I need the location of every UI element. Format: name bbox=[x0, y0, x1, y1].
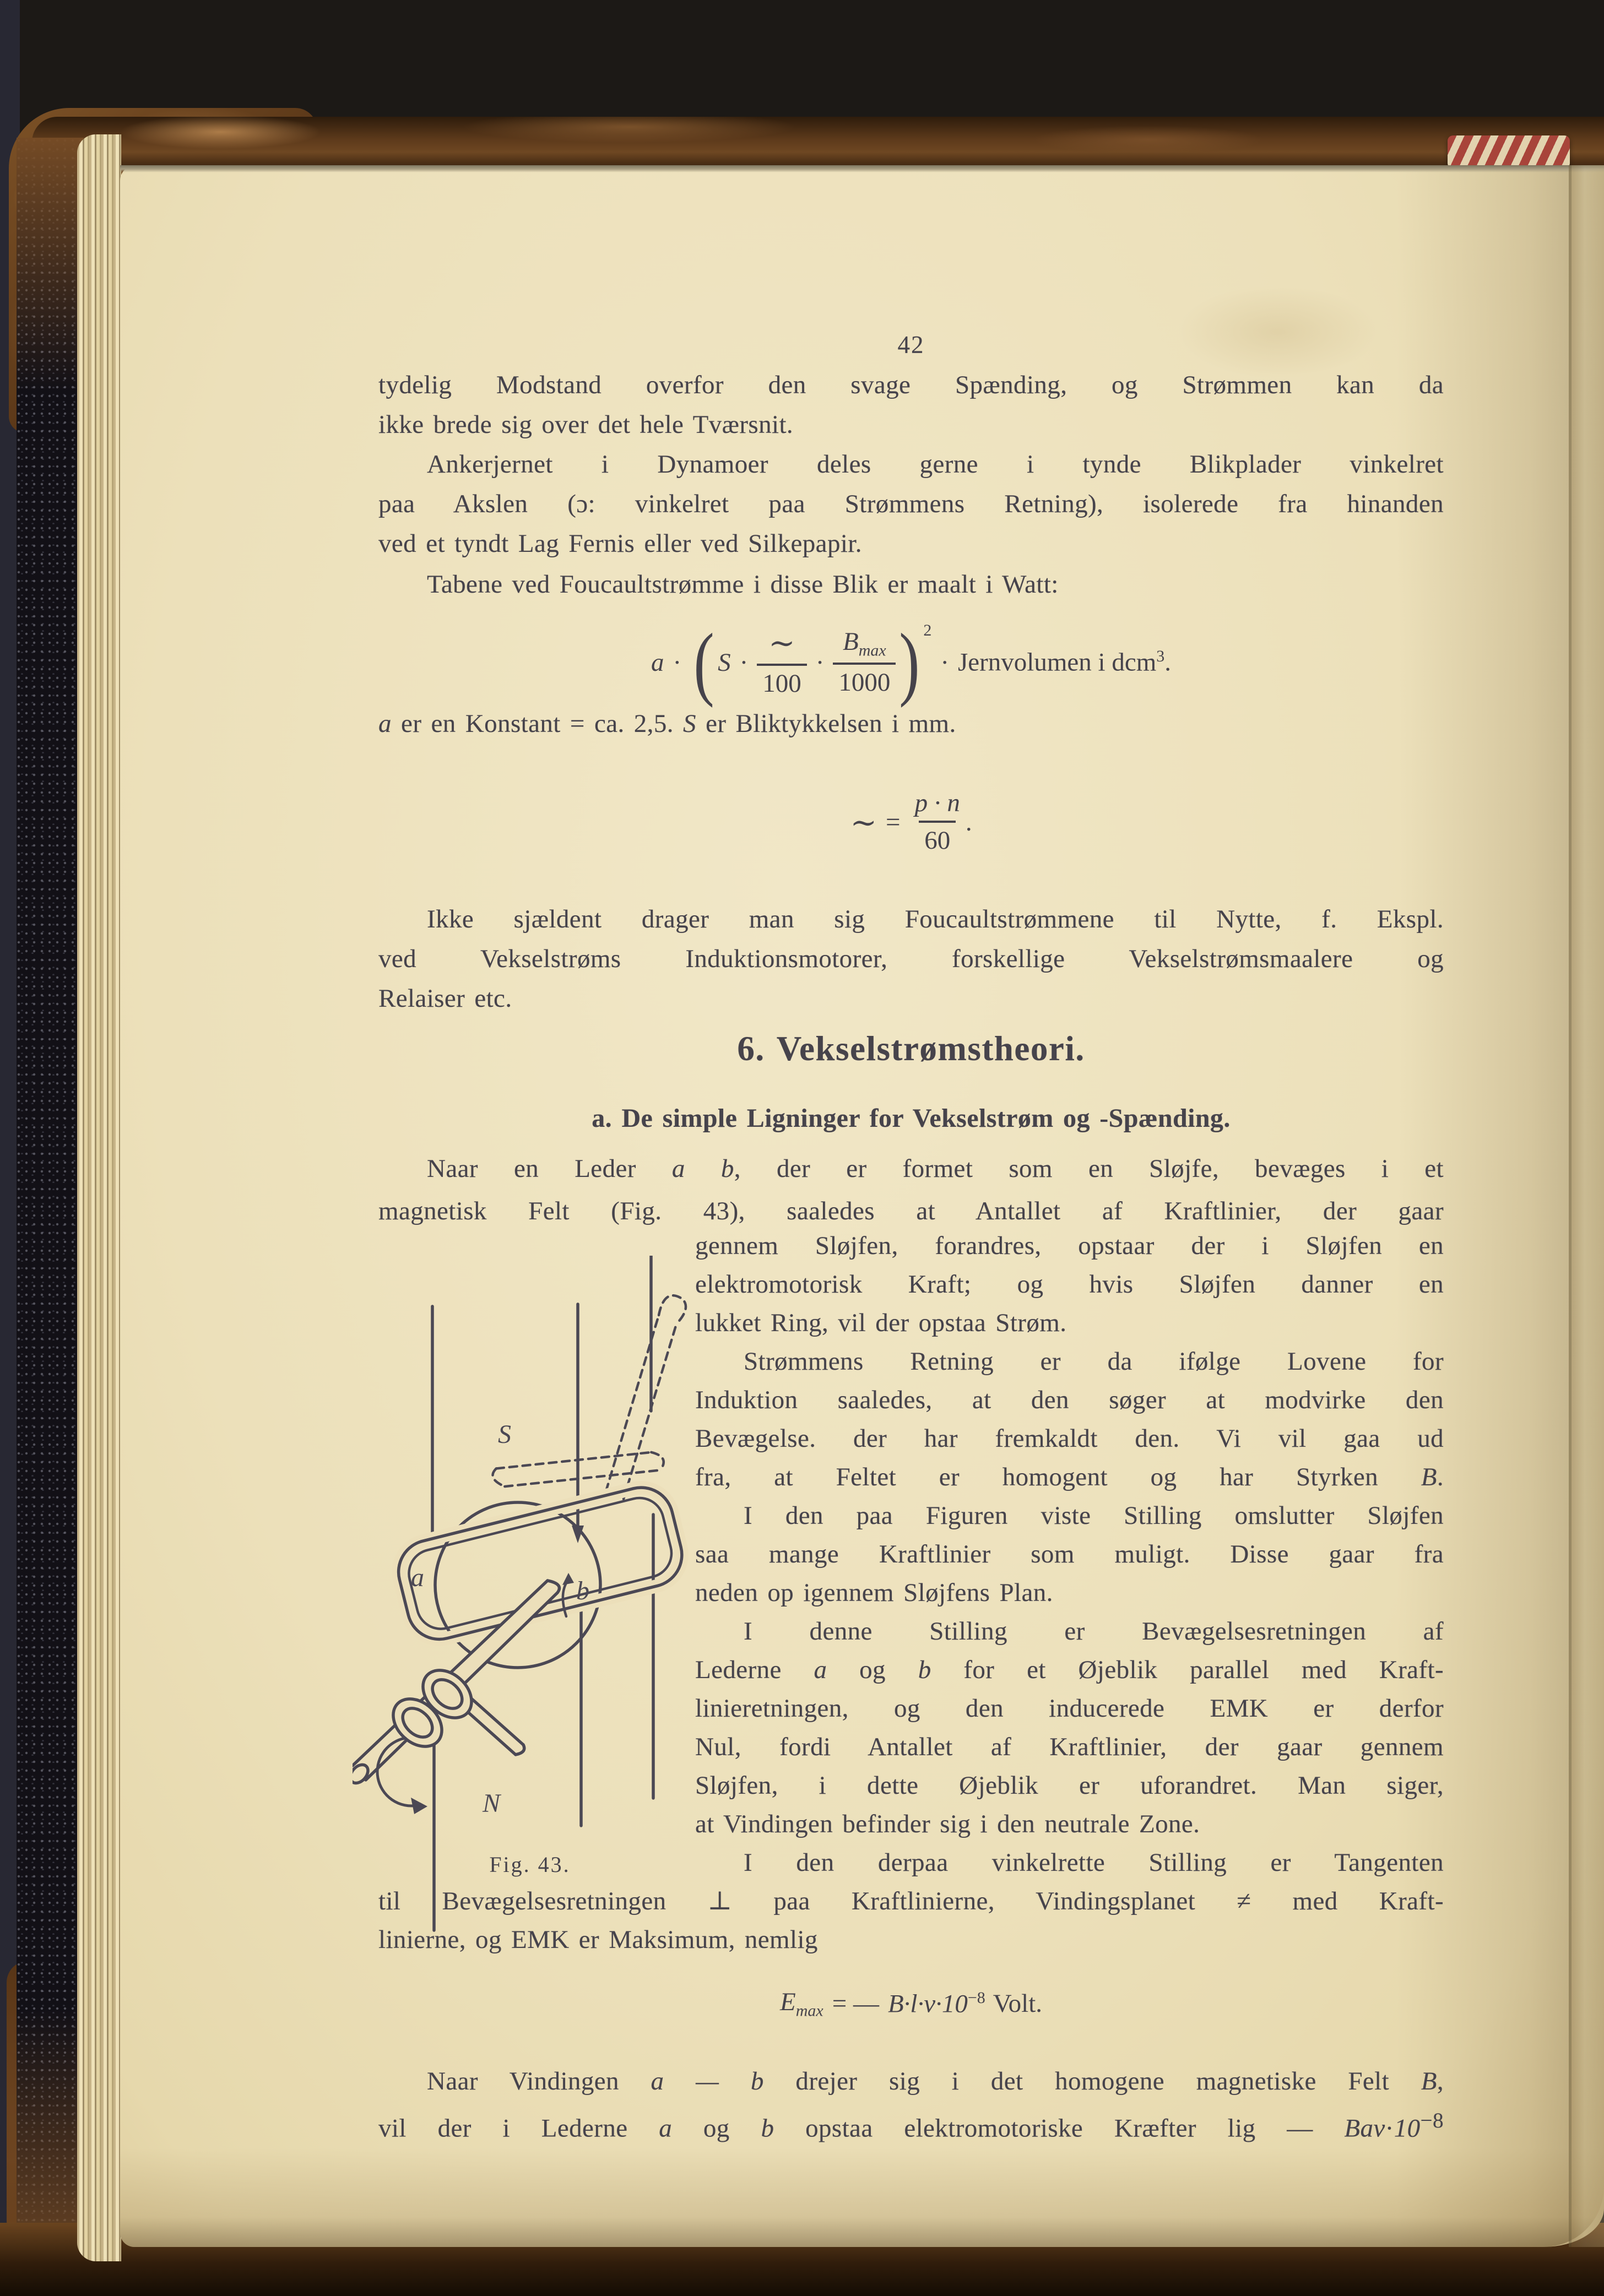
section-heading: 6. Vekselstrømstheori. bbox=[737, 1029, 1085, 1068]
text-line: paa Akslen (ɔ: vinkelret paa Strømmens Retning), isolerede fra hinanden bbox=[378, 490, 1444, 518]
book-page bbox=[120, 165, 1604, 2247]
book-headband bbox=[1448, 135, 1570, 169]
text-line: Nul, fordi Antallet af Kraftlinier, der gaar gennem bbox=[695, 1733, 1444, 1761]
text-line: ikke brede sig over det hele Tværsnit. bbox=[378, 410, 794, 439]
figure-label-N: N bbox=[483, 1789, 501, 1818]
exponent: 2 bbox=[923, 621, 932, 639]
formula-token: $B\cdot l\cdot v\cdot 10^{-8}$ bbox=[887, 1988, 985, 2018]
text-line: Bevægelse. der har fremkaldt den. Vi vil gaa ud bbox=[695, 1424, 1444, 1453]
text-line: Naar en Leder a b, der er formet som en Sløjfe, bevæges i et bbox=[427, 1154, 1444, 1183]
text-line: magnetisk Felt (Fig. 43), saaledes at Antallet af Kraftlinier, der gaar bbox=[378, 1197, 1444, 1225]
formula-token: ∼ bbox=[850, 804, 877, 840]
formula-token: = bbox=[886, 807, 901, 837]
leather-cover-top-edge bbox=[32, 117, 1604, 167]
rotation-arrow-icon bbox=[411, 1798, 427, 1814]
text-line: vil der i Lederne a og b opstaa elektromotoriske Kræfter lig — $Bav\cdot 10^{-8}$ bbox=[378, 2109, 1444, 2143]
figure-label-b: b bbox=[576, 1576, 589, 1605]
text-line: I den derpaa vinkelrette Stilling er Tangenten bbox=[744, 1848, 1444, 1877]
text-line: I denne Stilling er Bevægelsesretningen af bbox=[744, 1617, 1444, 1646]
fraction: $\frac{p \cdot n}{60}$ bbox=[914, 789, 960, 855]
text-line: neden op igennem Sløjfens Plan. bbox=[695, 1578, 1053, 1607]
fraction: $\frac{B_{max}}{1000}$ bbox=[833, 628, 896, 696]
text-line: linieretningen, og den inducerede EMK er derfor bbox=[695, 1694, 1444, 1723]
section-subheading: a. De simple Ligninger for Vekselstrøm og -Spænding. bbox=[592, 1104, 1231, 1133]
page-number: 42 bbox=[897, 331, 925, 359]
page-stack-edges bbox=[77, 134, 121, 2261]
figure-caption: Fig. 43. bbox=[489, 1852, 571, 1877]
formula-eddy-loss bbox=[378, 606, 1444, 719]
close-paren: ) bbox=[899, 616, 920, 708]
text-line: Relaiser etc. bbox=[378, 984, 512, 1013]
text-line: Tabene ved Foucaultstrømme i disse Blik er maalt i Watt: bbox=[427, 570, 1059, 599]
formula-token: . bbox=[965, 807, 972, 837]
formula-token: · bbox=[815, 648, 825, 677]
formula-token: Volt. bbox=[993, 1989, 1043, 2018]
page-top-edge bbox=[120, 165, 1604, 172]
text-line: gennem Sløjfen, forandres, opstaar der i Sløjfen en bbox=[695, 1231, 1444, 1260]
fraction: $\frac{\sim}{100}$ bbox=[757, 627, 807, 697]
leather-cover-spine bbox=[17, 138, 84, 2296]
page-bottom-shadow bbox=[120, 2148, 1604, 2247]
formula-token: · bbox=[940, 648, 949, 677]
text-line: fra, at Feltet er homogent og har Styrken B. bbox=[695, 1463, 1444, 1491]
text-line: Induktion saaledes, at den søger at modvirke den bbox=[695, 1386, 1444, 1414]
text-line: Ankerjernet i Dynamoer deles gerne i tynde Blikplader vinkelret bbox=[427, 450, 1444, 479]
formula-token: Jernvolumen i dcm$^3$. bbox=[958, 647, 1172, 677]
text-line: Sløjfen, i dette Øjeblik er uforandret. Man siger, bbox=[695, 1771, 1444, 1800]
text-line: linierne, og EMK er Maksimum, nemlig bbox=[378, 1925, 818, 1954]
figure-label-a: a bbox=[411, 1563, 424, 1592]
open-paren: ( bbox=[693, 616, 714, 708]
formula-token: S bbox=[718, 648, 731, 677]
text-line: lukket Ring, vil der opstaa Strøm. bbox=[695, 1309, 1067, 1337]
text-line: ved et tyndt Lag Fernis eller ved Silkepapir. bbox=[378, 529, 862, 558]
adjacent-page-edge bbox=[1572, 165, 1604, 2247]
formula-token: = — bbox=[832, 1989, 879, 2018]
text-line: a er en Konstant = ca. 2,5. S er Bliktykkelsen i mm. bbox=[378, 709, 956, 738]
loop-direction-arrow-icon bbox=[562, 1573, 574, 1585]
text-line: I den paa Figuren viste Stilling omslutter Sløjfen bbox=[744, 1501, 1444, 1530]
formula-emax bbox=[378, 1971, 1444, 2037]
text-line: at Vindingen befinder sig i den neutrale Zone. bbox=[695, 1810, 1200, 1838]
text-line: tydelig Modstand overfor den svage Spænding, og Strømmen kan da bbox=[378, 371, 1444, 399]
formula-frequency bbox=[378, 782, 1444, 862]
formula-token: · bbox=[673, 648, 682, 677]
text-line: Ikke sjældent drager man sig Foucaultstrømmene til Nytte, f. Ekspl. bbox=[427, 905, 1444, 933]
formula-token: $E_{max}$ bbox=[779, 1987, 823, 2020]
text-line: Strømmens Retning er da ifølge Lovene for bbox=[744, 1347, 1444, 1376]
text-line: ved Vekselstrøms Induktionsmotorer, forskellige Vekselstrømsmaalere og bbox=[378, 945, 1444, 973]
formula-token: a bbox=[651, 648, 664, 677]
text-line: til Bevægelsesretningen ⊥ paa Kraftlinierne, Vindingsplanet ≠ med Kraft- bbox=[378, 1887, 1444, 1915]
figure-label-S: S bbox=[498, 1420, 511, 1449]
text-line: elektromotorisk Kraft; og hvis Sløjfen danner en bbox=[695, 1270, 1444, 1299]
text-line: Naar Vindingen a — b drejer sig i det homogene magnetiske Felt B, bbox=[427, 2067, 1444, 2096]
text-line: Lederne a og b for et Øjeblik parallel med Kraft- bbox=[695, 1655, 1444, 1684]
formula-token: · bbox=[739, 648, 749, 677]
text-line: saa mange Kraftlinier som muligt. Disse gaar fra bbox=[695, 1540, 1444, 1568]
